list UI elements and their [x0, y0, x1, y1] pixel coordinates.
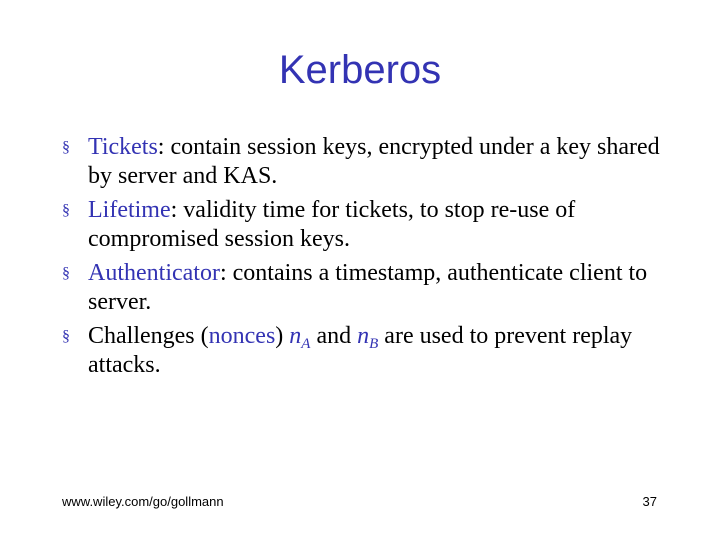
bullet-marker-icon: §: [62, 328, 70, 345]
bullet-list: [62, 133, 682, 385]
bullet-authenticator: [62, 259, 682, 317]
bullet-term: Tickets: [88, 134, 158, 160]
nonce-b-subscript: B: [369, 336, 379, 352]
page-number: 37: [642, 494, 657, 509]
bullet-tickets: [62, 133, 682, 191]
nonce-b: [357, 323, 379, 352]
bullet-marker-icon: §: [62, 139, 70, 156]
nonce-a-subscript: A: [301, 336, 311, 352]
bullet-middle: ): [275, 323, 290, 349]
bullet-term: Authenticator: [88, 260, 220, 286]
nonce-a: [289, 323, 311, 352]
bullet-lifetime: [62, 196, 682, 254]
bullet-text: are used to prevent replay attacks.: [88, 323, 633, 378]
bullet-text: : contain session keys, encrypted under a key shared by server and KAS.: [88, 134, 660, 189]
bullet-text: : validity time for tickets, to stop re-use of compromised session keys.: [88, 197, 576, 252]
nonce-b-symbol: n: [357, 323, 370, 349]
slide-title: Kerberos: [278, 48, 442, 92]
bullet-marker-icon: §: [62, 265, 70, 282]
nonce-a-symbol: n: [289, 323, 302, 349]
bullet-prefix: Challenges (: [88, 323, 209, 349]
bullet-text: : contains a timestamp, authenticate client to server.: [88, 260, 648, 315]
bullet-and: and: [310, 323, 358, 349]
bullet-term: Lifetime: [88, 197, 171, 223]
footer-url: www.wiley.com/go/gollmann: [62, 494, 224, 509]
bullet-marker-icon: §: [62, 202, 70, 219]
bullet-term: nonces: [208, 323, 276, 349]
bullet-challenges: [62, 322, 682, 380]
